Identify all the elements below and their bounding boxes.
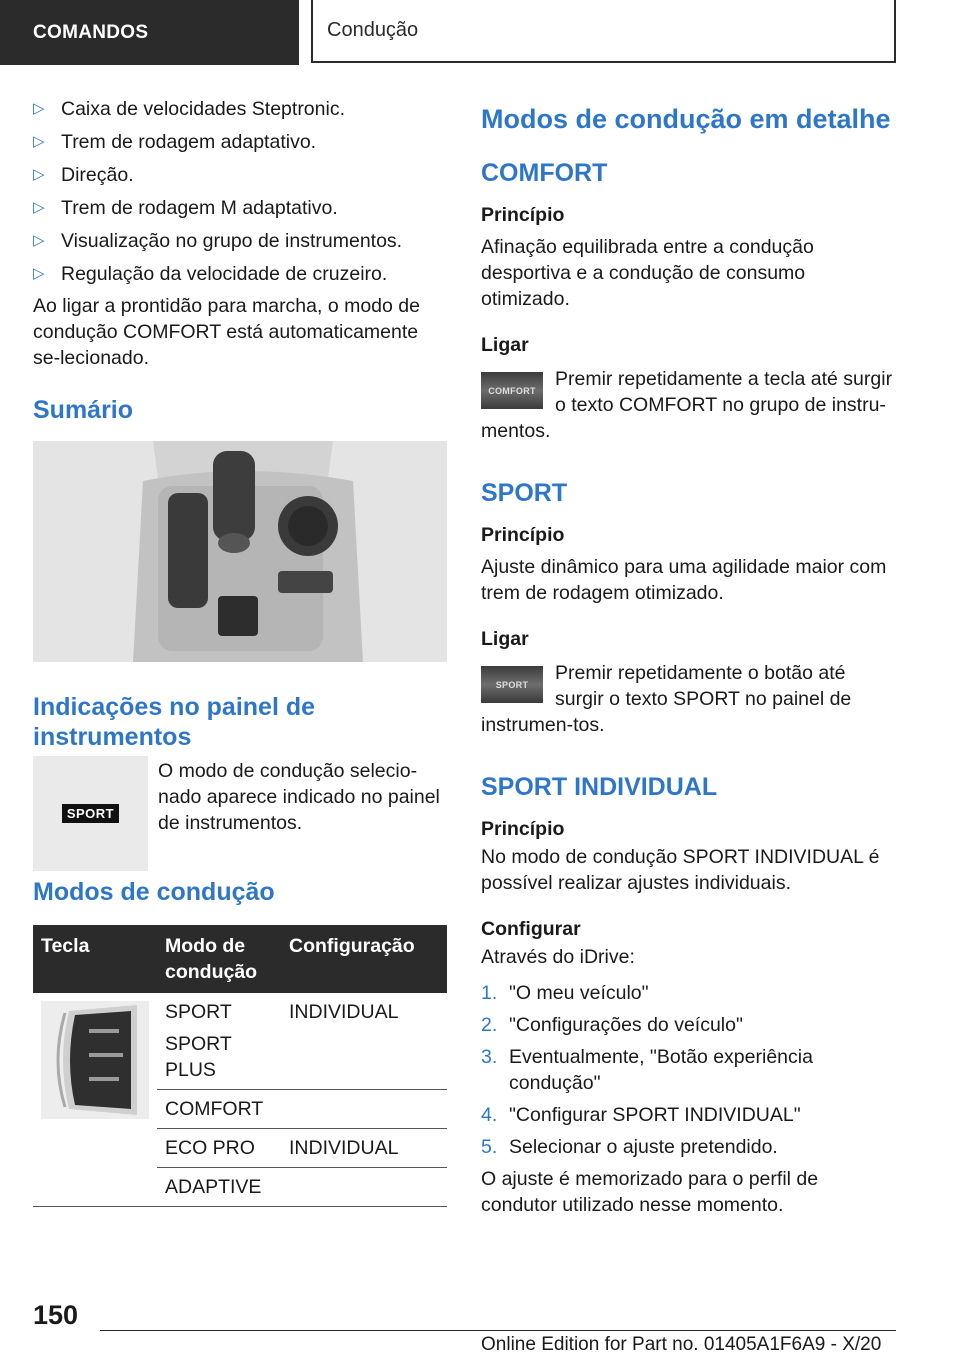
- instrument-display-image: [33, 756, 148, 871]
- si-configurar-text: Através do iDrive:: [481, 946, 635, 968]
- triangle-bullet-icon: ▷: [33, 166, 45, 183]
- center-console-image: [33, 441, 447, 662]
- sport-heading: SPORT: [481, 479, 568, 507]
- list-item: 3. Eventualmente, "Botão experiência condução": [481, 1046, 813, 1094]
- triangle-bullet-icon: ▷: [33, 199, 45, 216]
- triangle-bullet-icon: ▷: [33, 100, 45, 117]
- si-principio-text: No modo de condução SPORT INDIVIDUAL é possível realizar ajustes individuais.: [481, 846, 880, 894]
- si-outro: O ajuste é memorizado para o perfil de condutor utilizado nesse momento.: [481, 1168, 819, 1216]
- list-item: ▷ Visualização no grupo de instrumentos.: [33, 230, 403, 252]
- comfort-principio-label: Princípio: [481, 204, 565, 226]
- edition-text: Online Edition for Part no. 01405A1F6A9 - X/20: [481, 1334, 882, 1355]
- sport-ligar-label: Ligar: [481, 628, 529, 650]
- sport-ligar-block: [481, 660, 896, 738]
- sport-ligar-text: Premir repetidamente o botão até surgir o texto SPORT no painel de instrumen-tos.: [481, 662, 852, 736]
- comfort-ligar-text: Premir repetidamente a tecla até surgir o texto COMFORT no grupo de instru-mentos.: [481, 368, 893, 442]
- comfort-heading: COMFORT: [481, 159, 608, 187]
- comfort-button-icon: COMFORT: [481, 372, 543, 409]
- mode-cell: ECO PRO: [157, 1129, 281, 1168]
- list-item: ▷ Caixa de velocidades Steptronic.: [33, 98, 345, 120]
- section-title: COMANDOS: [33, 21, 149, 43]
- list-item: 5. Selecionar o ajuste pretendido.: [481, 1136, 778, 1158]
- indicacoes-text: O modo de condução selecio-nado aparece indicado no painel de instrumentos.: [158, 760, 440, 834]
- sport-individual-heading: SPORT INDIVIDUAL: [481, 773, 718, 801]
- sumario-heading: Sumário: [33, 396, 134, 424]
- column-header-tecla: Tecla: [33, 925, 157, 993]
- config-cell: [281, 1090, 447, 1129]
- mode-cell: COMFORT: [157, 1090, 281, 1129]
- list-item: 1. "O meu veículo": [481, 982, 649, 1004]
- mode-switch-icon: [41, 1001, 149, 1119]
- column-header-configuracao: Configuração: [281, 925, 447, 993]
- comfort-ligar-label: Ligar: [481, 334, 529, 356]
- triangle-bullet-icon: ▷: [33, 232, 45, 249]
- comfort-ligar-block: [481, 366, 896, 444]
- right-column: [481, 96, 896, 1218]
- mode-cell: SPORT SPORT PLUS: [157, 993, 281, 1090]
- sport-badge: SPORT: [62, 804, 119, 823]
- list-item: ▷ Direção.: [33, 164, 134, 186]
- page-number: 150: [33, 1300, 79, 1330]
- comfort-principio-text: Afinação equilibrada entre a condução desportiva e a condução de consumo otimizado.: [481, 236, 814, 310]
- modes-table: [33, 925, 447, 1207]
- list-item: ▷ Trem de rodagem adaptativo.: [33, 131, 317, 153]
- section-tab: [0, 0, 299, 65]
- mode-cell: ADAPTIVE: [157, 1168, 281, 1207]
- indicacoes-heading: Indicações no painel de instrumentos: [33, 693, 316, 751]
- configure-steps: [481, 980, 896, 1160]
- sport-button-icon: SPORT: [481, 666, 543, 703]
- config-cell: INDIVIDUAL: [281, 993, 447, 1090]
- indicacoes-block: [33, 756, 447, 871]
- triangle-bullet-icon: ▷: [33, 133, 45, 150]
- config-cell: [281, 1168, 447, 1207]
- chapter-tab: [311, 0, 896, 63]
- left-column: [33, 96, 447, 1207]
- table-row: [33, 993, 447, 1090]
- si-principio-label: Princípio: [481, 818, 565, 840]
- triangle-bullet-icon: ▷: [33, 265, 45, 282]
- sport-principio-label: Princípio: [481, 524, 565, 546]
- modos-heading: Modos de condução: [33, 878, 275, 906]
- sport-principio-text: Ajuste dinâmico para uma agilidade maior com trem de rodagem otimizado.: [481, 556, 887, 604]
- detail-heading: Modos de condução em detalhe: [481, 104, 891, 134]
- center-console-photo: [33, 441, 447, 662]
- list-item: 2. "Configurações do veículo": [481, 1014, 743, 1036]
- list-item: ▷ Regulação da velocidade de cruzeiro.: [33, 263, 388, 285]
- column-header-modo: Modo de condução: [157, 925, 281, 993]
- list-item: ▷ Trem de rodagem M adaptativo.: [33, 197, 338, 219]
- config-cell: INDIVIDUAL: [281, 1129, 447, 1168]
- intro-paragraph: Ao ligar a prontidão para marcha, o modo de condução COMFORT está automaticamente se-lecionado.: [33, 295, 420, 369]
- chapter-title: Condução: [327, 19, 419, 41]
- si-configurar-label: Configurar: [481, 918, 581, 940]
- footer-divider: [100, 1330, 896, 1331]
- feature-list: [33, 96, 447, 287]
- list-item: 4. "Configurar SPORT INDIVIDUAL": [481, 1104, 801, 1126]
- mode-buttons-image: [33, 993, 157, 1207]
